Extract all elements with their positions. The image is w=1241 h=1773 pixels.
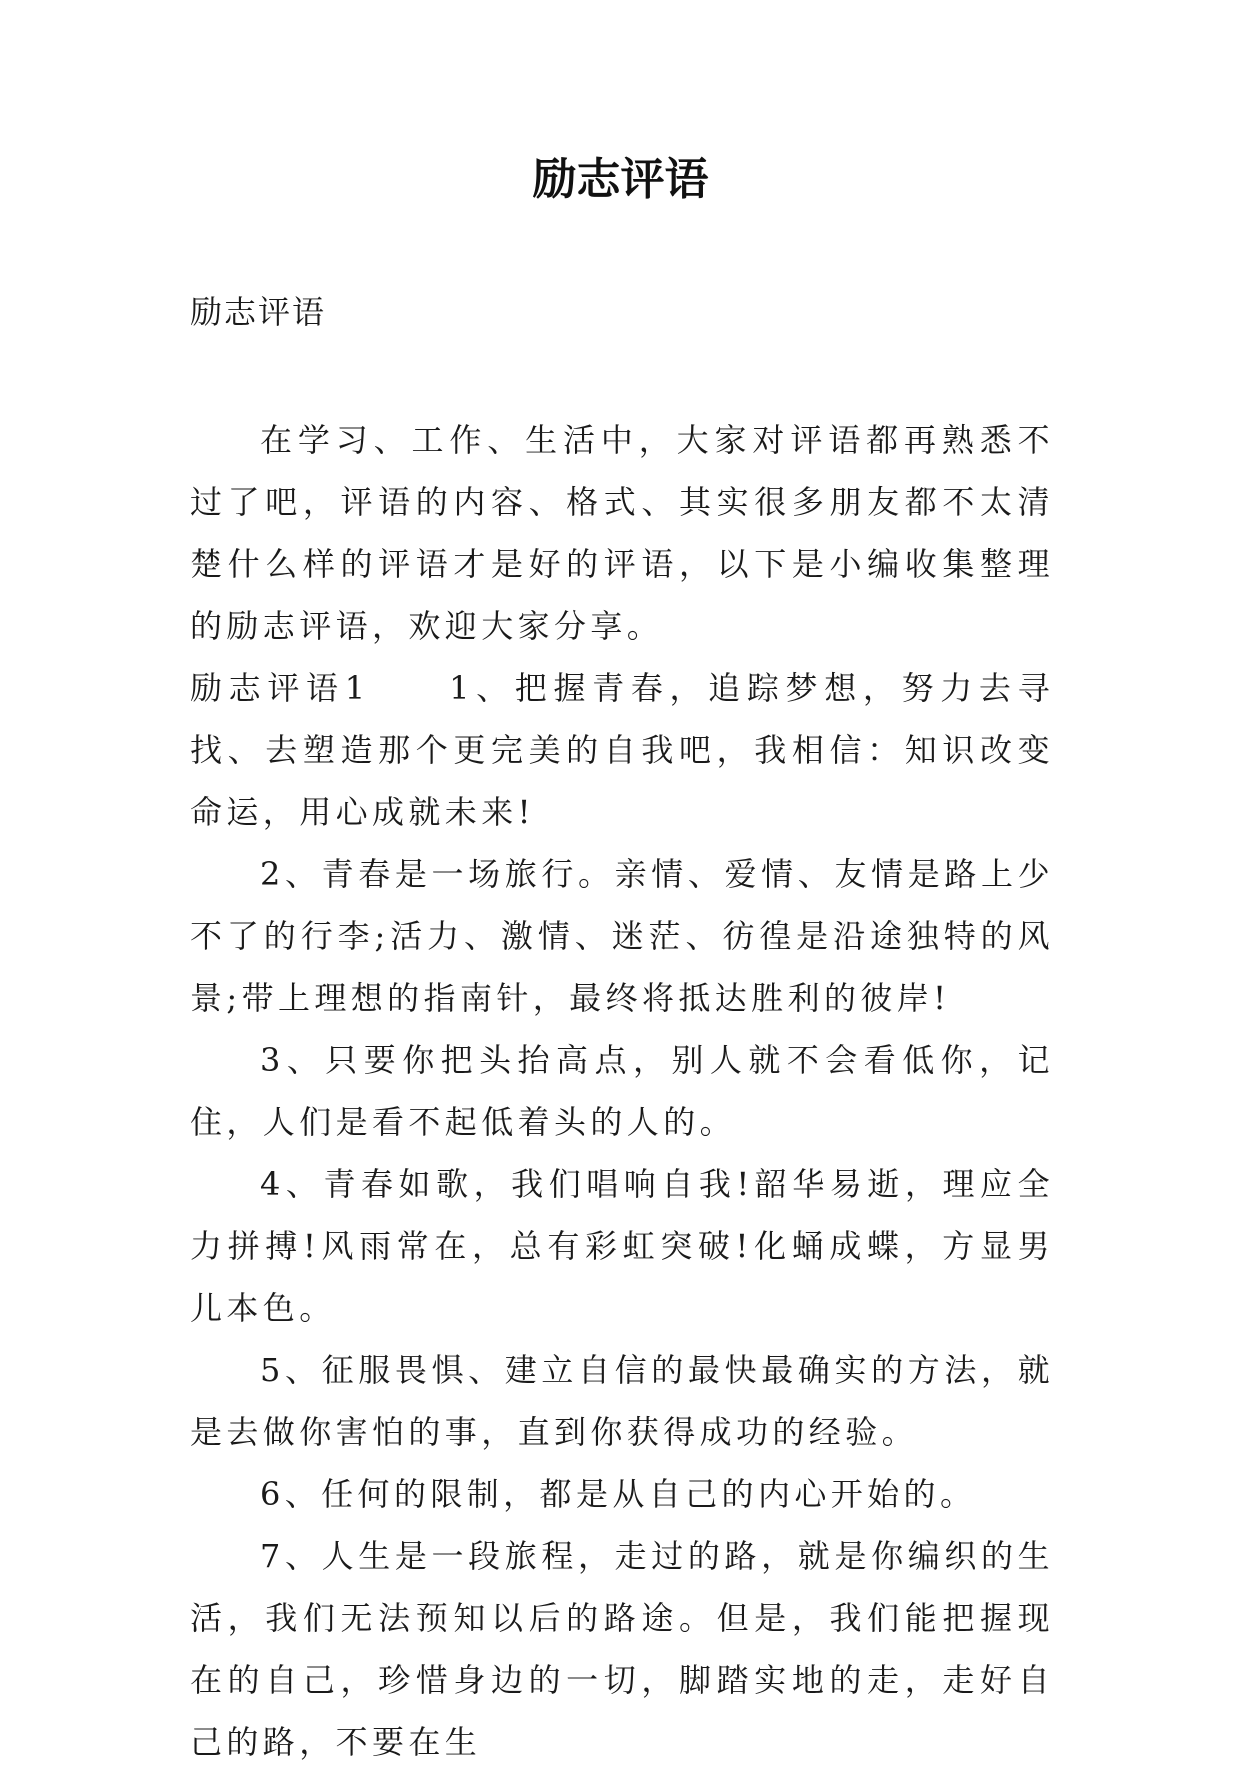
document-subtitle: 励志评语 [190, 293, 327, 331]
comment-item-3: 3、只要你把头抬高点，别人就不会看低你，记住，人们是看不起低着头的人的。 [190, 1041, 1054, 1141]
intro-paragraph: 在学习、工作、生活中，大家对评语都再熟悉不过了吧，评语的内容、格式、其实很多朋友都不太清楚什么样的评语才是好的评语，以下是小编收集整理的励志评语，欢迎大家分享。 [190, 421, 1054, 645]
comment-item-5: 5、征服畏惧、建立自信的最快最确实的方法，就是去做你害怕的事，直到你获得成功的经验。 [190, 1351, 1054, 1451]
comment-section-heading-paragraph: 励志评语1 1、把握青春，追踪梦想，努力去寻找、去塑造那个更完美的自我吧，我相信：知识改变命运，用心成就未来! [190, 669, 1054, 831]
comment-item-2: 2、青春是一场旅行。亲情、爱情、友情是路上少不了的行李;活力、激情、迷茫、彷徨是沿途独特的风景;带上理想的指南针，最终将抵达胜利的彼岸! [190, 855, 1054, 1017]
comment-item-6: 6、任何的限制，都是从自己的内心开始的。 [260, 1475, 977, 1513]
comment-item-4: 4、青春如歌，我们唱响自我!韶华易逝，理应全力拼搏!风雨常在，总有彩虹突破!化蛹成蝶，方显男儿本色。 [190, 1165, 1054, 1327]
document-body [190, 409, 1054, 1773]
document-title: 励志评语 [532, 154, 709, 205]
comment-item-7: 7、人生是一段旅程，走过的路，就是你编织的生活，我们无法预知以后的路途。但是，我们能把握现在的自己，珍惜身边的一切，脚踏实地的走，走好自己的路，不要在生 [190, 1537, 1054, 1761]
